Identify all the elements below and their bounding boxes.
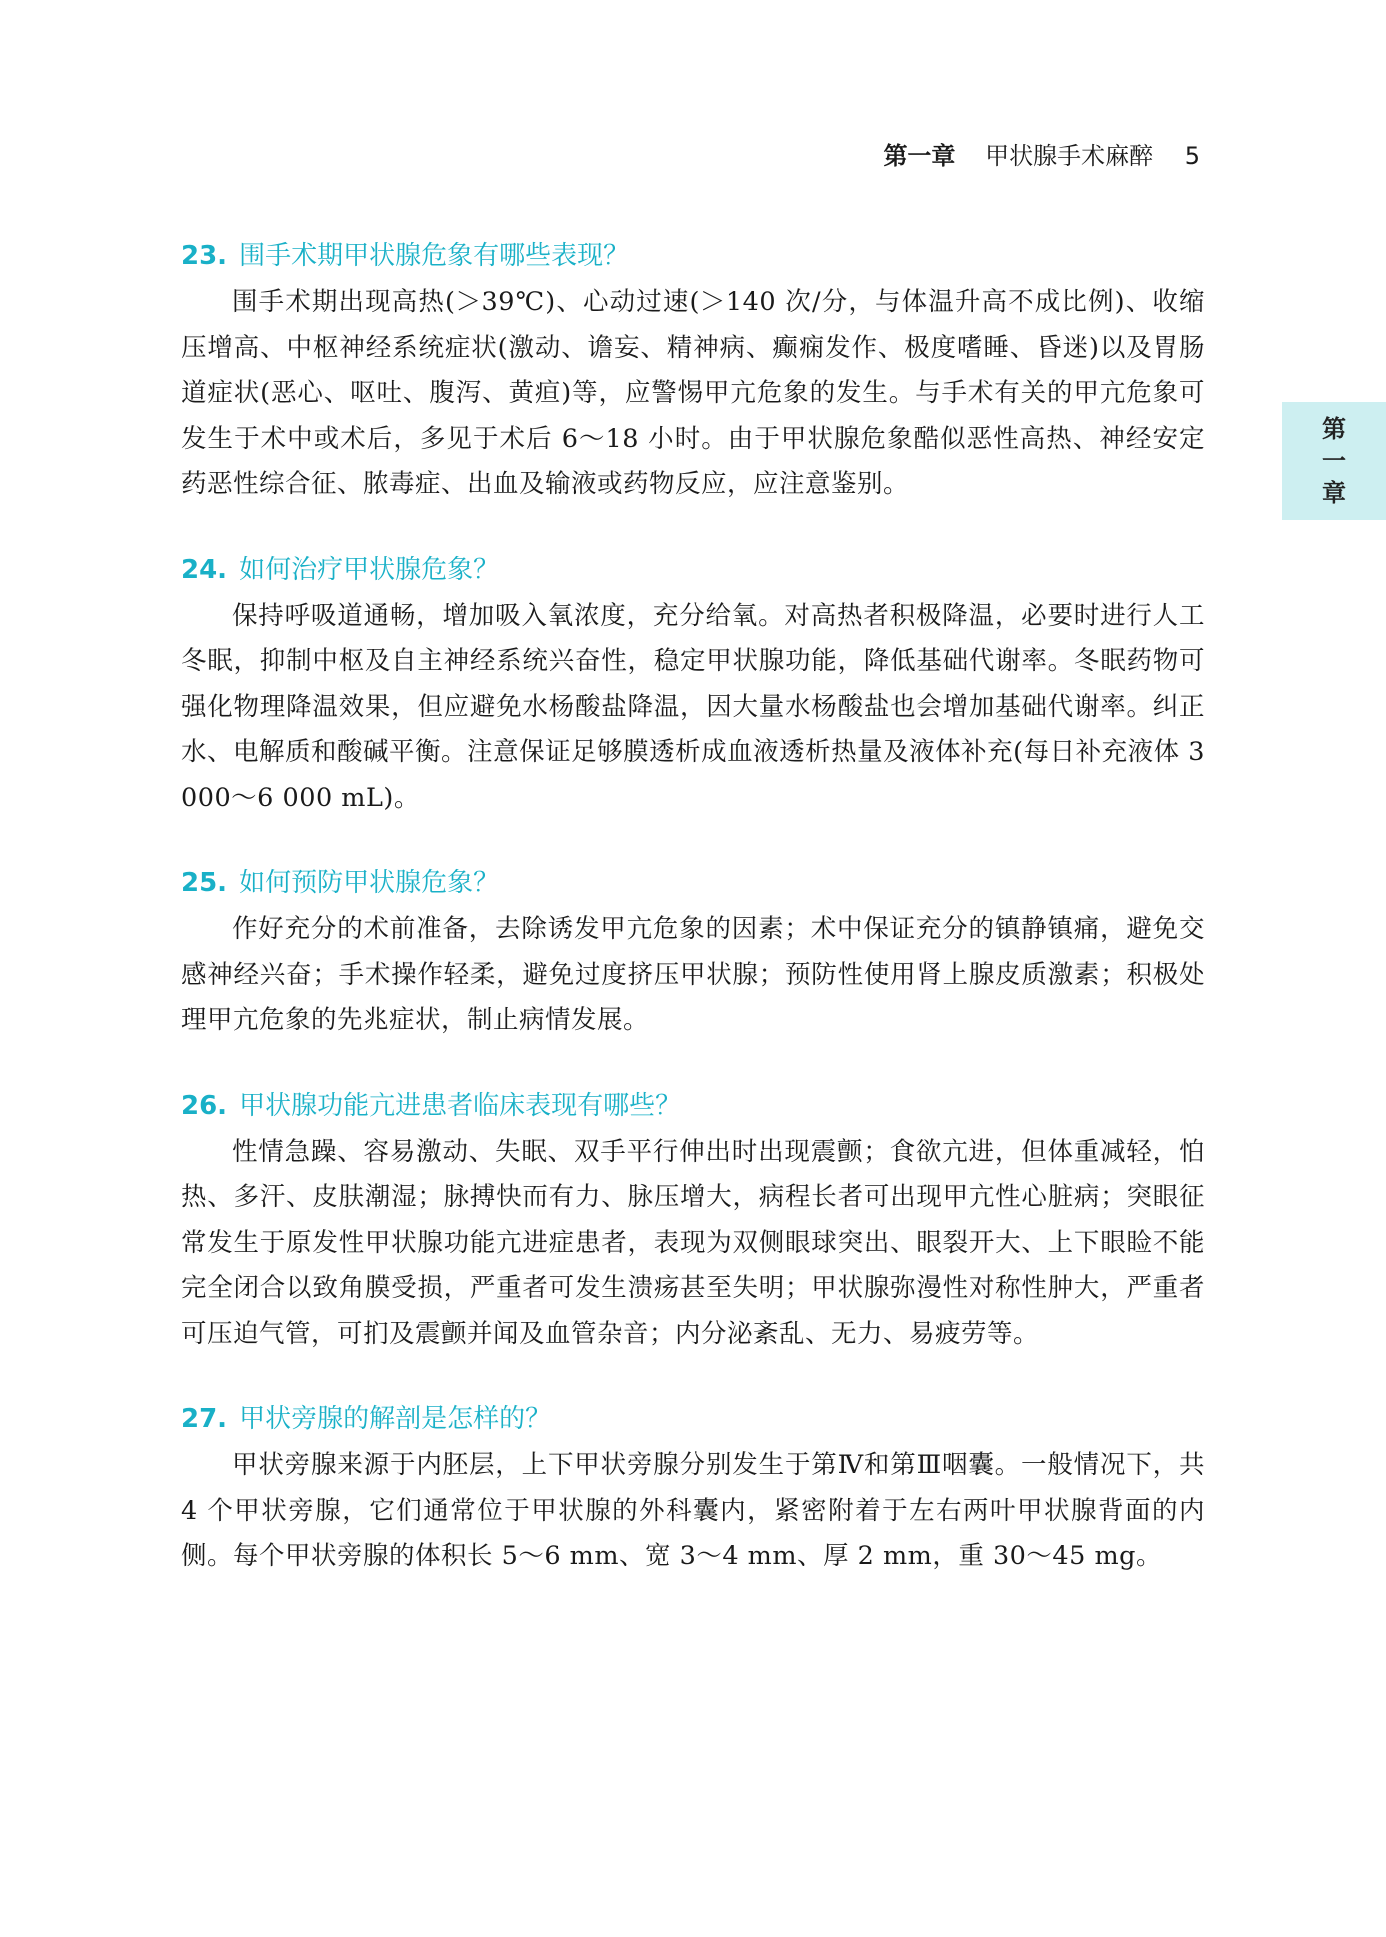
question-title: 围手术期甲状腺危象有哪些表现？	[239, 241, 630, 271]
side-tab-char-1: 第	[1322, 415, 1346, 443]
question-heading	[181, 865, 1205, 901]
question-title: 如何预防甲状腺危象？	[239, 868, 500, 898]
answer-paragraph: 甲状旁腺来源于内胚层，上下甲状旁腺分别发生于第Ⅳ和第Ⅲ咽囊。一般情况下，共 4 个甲状旁腺，它们通常位于甲状腺的外科囊内，紧密附着于左右两叶甲状腺背面的内侧。每个甲状旁腺的体积长 5～6 mm、宽 3～4 mm、厚 2 mm，重 30～45 mg。	[181, 1450, 1205, 1571]
question-number: 24.	[181, 554, 228, 585]
chapter-title: 甲状腺手术麻醉	[985, 142, 1154, 170]
question-title: 甲状旁腺的解剖是怎样的？	[239, 1404, 552, 1434]
page-content	[181, 238, 1205, 1624]
side-tab-char-2: 一	[1322, 447, 1346, 475]
question-section	[181, 552, 1205, 822]
question-title: 甲状腺功能亢进患者临床表现有哪些？	[239, 1090, 682, 1121]
answer-paragraph: 性情急躁、容易激动、失眠、双手平行伸出时出现震颤；食欲亢进，但体重减轻，怕热、多汗、皮肤潮湿；脉搏快而有力、脉压增大，病程长者可出现甲亢性心脏病；突眼征常发生于原发性甲状腺功能亢进症患者，表现为双侧眼球突出、眼裂开大、上下眼睑不能完全闭合以致角膜受损，严重者可发生溃疡甚至失明；甲状腺弥漫性对称性肿大，严重者可压迫气管，可扪及震颤并闻及血管杂音；内分泌紊乱、无力、易疲劳等。	[181, 1136, 1205, 1349]
question-section	[181, 1088, 1205, 1358]
side-tab-char-3: 章	[1322, 479, 1346, 507]
page-number: 5	[1184, 142, 1200, 170]
question-number: 23.	[181, 241, 228, 271]
chapter-label: 第一章	[883, 142, 956, 170]
question-number: 27.	[181, 1404, 228, 1434]
chapter-side-tab	[1282, 402, 1386, 520]
question-heading	[181, 238, 1205, 274]
question-heading	[181, 1401, 1205, 1437]
question-heading	[181, 1088, 1205, 1124]
question-number: 25.	[181, 868, 228, 898]
question-section	[181, 865, 1205, 1044]
running-head	[883, 140, 1200, 172]
answer-paragraph: 保持呼吸道通畅，增加吸入氧浓度，充分给氧。对高热者积极降温，必要时进行人工冬眠，抑制中枢及自主神经系统兴奋性，稳定甲状腺功能，降低基础代谢率。冬眠药物可强化物理降温效果，但应避免水杨酸盐降温，因大量水杨酸盐也会增加基础代谢率。纠正水、电解质和酸碱平衡。注意保证足够膜透析成血液透析热量及液体补充(每日补充液体 3 000～6 000 mL)。	[181, 600, 1205, 813]
question-section	[181, 1401, 1205, 1580]
question-section	[181, 238, 1205, 508]
answer-paragraph: 作好充分的术前准备，去除诱发甲亢危象的因素；术中保证充分的镇静镇痛，避免交感神经兴奋；手术操作轻柔，避免过度挤压甲状腺；预防性使用肾上腺皮质激素；积极处理甲亢危象的先兆症状，制止病情发展。	[181, 914, 1205, 1035]
question-title: 如何治疗甲状腺危象？	[239, 554, 500, 585]
answer-paragraph: 围手术期出现高热(＞39℃)、心动过速(＞140 次/分，与体温升高不成比例)、收缩压增高、中枢神经系统症状(激动、谵妄、精神病、癫痫发作、极度嗜睡、昏迷)以及胃肠道症状(恶心、呕吐、腹泻、黄疸)等，应警惕甲亢危象的发生。与手术有关的甲亢危象可发生于术中或术后，多见于术后 6～18 小时。由于甲状腺危象酷似恶性高热、神经安定药恶性综合征、脓毒症、出血及输液或药物反应，应注意鉴别。	[181, 287, 1205, 499]
question-number: 26.	[181, 1090, 228, 1121]
question-heading	[181, 552, 1205, 588]
